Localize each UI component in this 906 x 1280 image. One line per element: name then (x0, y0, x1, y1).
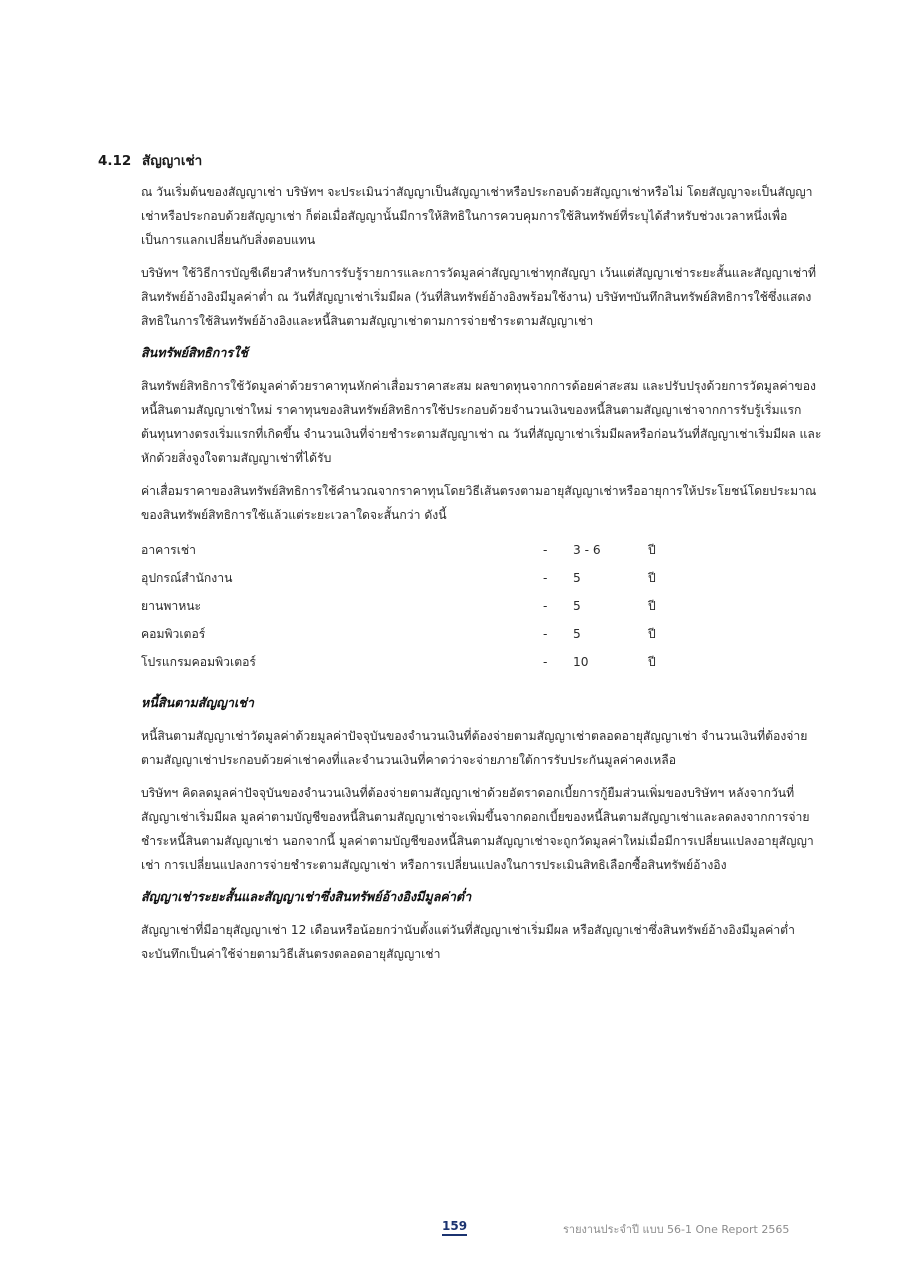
lease-liabilities-paragraph-2: บริษัทฯ คิดลดมูลค่าปัจจุบันของจำนวนเงินที่ต้องจ่ายตามสัญญาเช่าด้วยอัตราดอกเบี้ยการกู้ยืมส่วนเพิ่มของบริษัทฯ หลังจากวันที่สัญญาเช่าเริ่มมีผล มูลค่าตามบัญชีของหนี้สินตามสัญญาเช่าจะเพิ่มขึ้นจากดอกเบี้ยของหนี้สินตามสัญญาเช่าและลดลงจากการจ่ายชำระหนี้สินตามสัญญาเช่า นอกจากนี้ มูลค่าตามบัญชีของหนี้สินตามสัญญาเช่าจะถูกวัดมูลค่าใหม่เมื่อมีการเปลี่ยนแปลงอายุสัญญาเช่า การเปลี่ยนแปลงการจ่ายชำระตามสัญญาเช่า หรือการเปลี่ยนแปลงในการประเมินสิทธิเลือกซื้อสินทรัพย์อ้างอิง (141, 786, 814, 872)
unit-label: ปี (648, 626, 656, 641)
rou-heading: สินทรัพย์สิทธิการใช้ (141, 345, 248, 360)
short-term-lease-heading: สัญญาเช่าระยะสั้นและสัญญาเช่าซึ่งสินทรัพย์อ้างอิงมีมูลค่าต่ำ (141, 889, 472, 904)
asset-name: ยานพาหนะ (141, 598, 202, 613)
section-body (141, 180, 826, 975)
asset-name: อุปกรณ์สำนักงาน (141, 570, 233, 585)
table-row (141, 536, 688, 564)
useful-life-value: 10 (573, 655, 589, 669)
report-title: รายงานประจำปี แบบ 56-1 One Report 2565 (563, 1223, 790, 1236)
asset-name: อาคารเช่า (141, 542, 196, 557)
asset-name: คอมพิวเตอร์ (141, 626, 206, 641)
rou-paragraph-1: สินทรัพย์สิทธิการใช้วัดมูลค่าด้วยราคาทุนหักค่าเสื่อมราคาสะสม ผลขาดทุนจากการด้อยค่าสะสม และปรับปรุงด้วยการวัดมูลค่าของหนี้สินตามสัญญาเช่าใหม่ ราคาทุนของสินทรัพย์สิทธิการใช้ประกอบด้วยจำนวนเงินของหนี้สินตามสัญญาเช่าจากการรับรู้เริ่มแรก ต้นทุนทางตรงเริ่มแรกที่เกิดขึ้น จำนวนเงินที่จ่ายชำระตามสัญญาเช่า ณ วันที่สัญญาเช่าเริ่มมีผลหรือก่อนวันที่สัญญาเช่าเริ่มมีผล และหักด้วยสิ่งจูงใจตามสัญญาเช่าที่ได้รับ (141, 379, 822, 465)
rou-paragraph-2: ค่าเสื่อมราคาของสินทรัพย์สิทธิการใช้คำนวณจากราคาทุนโดยวิธีเส้นตรงตามอายุสัญญาเช่าหรืออายุการให้ประโยชน์โดยประมาณของสินทรัพย์สิทธิการใช้แล้วแต่ระยะเวลาใดจะสั้นกว่า ดังนี้ (141, 484, 817, 522)
useful-life-value: 5 (573, 571, 581, 585)
unit-label: ปี (648, 654, 656, 669)
lease-liabilities-paragraph-1: หนี้สินตามสัญญาเช่าวัดมูลค่าด้วยมูลค่าปัจจุบันของจำนวนเงินที่ต้องจ่ายตามสัญญาเช่าตลอดอายุสัญญาเช่า จำนวนเงินที่ต้องจ่ายตามสัญญาเช่าประกอบด้วยค่าเช่าคงที่และจำนวนเงินที่คาดว่าจะจ่ายภายใต้การรับประกันมูลค่าคงเหลือ (141, 729, 808, 767)
lease-liabilities-heading: หนี้สินตามสัญญาเช่า (141, 695, 254, 710)
section-number: 4.12 (98, 153, 132, 169)
page-footer (0, 1219, 906, 1239)
section-title: สัญญาเช่า (142, 153, 203, 169)
table-row (141, 564, 688, 592)
page-number: 159 (442, 1219, 467, 1236)
unit-label: ปี (648, 570, 656, 585)
short-term-lease-paragraph: สัญญาเช่าที่มีอายุสัญญาเช่า 12 เดือนหรือน้อยกว่านับตั้งแต่วันที่สัญญาเช่าเริ่มมีผล หรือสัญญาเช่าซึ่งสินทรัพย์อ้างอิงมีมูลค่าต่ำ จะบันทึกเป็นค่าใช้จ่ายตามวิธีเส้นตรงตลอดอายุสัญญาเช่า (141, 923, 795, 961)
intro-paragraph-1: ณ วันเริ่มต้นของสัญญาเช่า บริษัทฯ จะประเมินว่าสัญญาเป็นสัญญาเช่าหรือประกอบด้วยสัญญาเช่าหรือไม่ โดยสัญญาจะเป็นสัญญาเช่าหรือประกอบด้วยสัญญาเช่า ก็ต่อเมื่อสัญญานั้นมีการให้สิทธิในการควบคุมการใช้สินทรัพย์ที่ระบุได้สำหรับช่วงเวลาหนึ่งเพื่อเป็นการแลกเปลี่ยนกับสิ่งตอบแทน (141, 185, 813, 247)
unit-label: ปี (648, 542, 656, 557)
dash: - (543, 599, 548, 613)
table-row (141, 592, 688, 620)
table-row (141, 648, 688, 676)
useful-life-value: 3 - 6 (573, 543, 601, 557)
table-row (141, 620, 688, 648)
unit-label: ปี (648, 598, 656, 613)
dash: - (543, 655, 548, 669)
dash: - (543, 543, 548, 557)
section-heading (98, 149, 202, 171)
asset-name: โปรแกรมคอมพิวเตอร์ (141, 654, 256, 669)
dash: - (543, 571, 548, 585)
useful-life-value: 5 (573, 627, 581, 641)
useful-life-value: 5 (573, 599, 581, 613)
useful-life-table (141, 536, 688, 676)
dash: - (543, 627, 548, 641)
intro-paragraph-2: บริษัทฯ ใช้วิธีการบัญชีเดียวสำหรับการรับรู้รายการและการวัดมูลค่าสัญญาเช่าทุกสัญญา เว้นแต่สัญญาเช่าระยะสั้นและสัญญาเช่าที่สินทรัพย์อ้างอิงมีมูลค่าต่ำ ณ วันที่สัญญาเช่าเริ่มมีผล (วันที่สินทรัพย์อ้างอิงพร้อมใช้งาน) บริษัทฯบันทึกสินทรัพย์สิทธิการใช้ซึ่งแสดงสิทธิในการใช้สินทรัพย์อ้างอิงและหนี้สินตามสัญญาเช่าตามการจ่ายชำระตามสัญญาเช่า (141, 266, 817, 328)
